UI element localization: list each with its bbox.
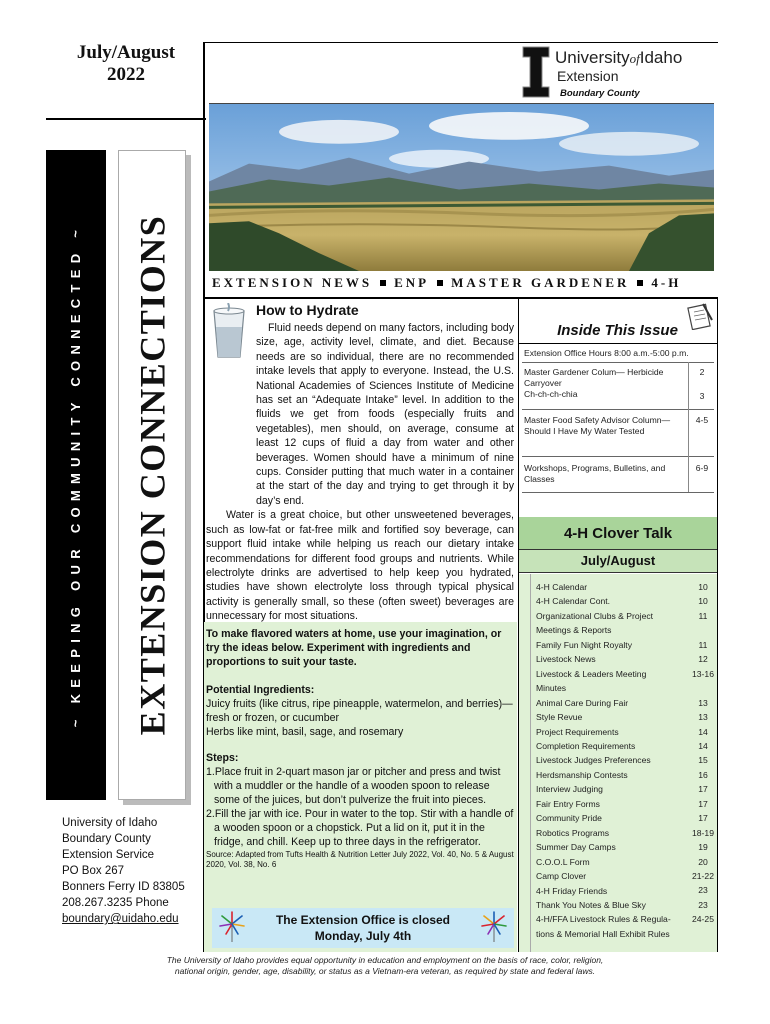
article-paragraph: Fluid needs depend on many factors, including body size, age, activity level, climate, and diet. Because needs are so individual, there are no recommended intake levels that apply to everyone. Instead, the U.S. National Academies of Sciences Institute of Medicine has set an “Adequate Intake” level. In addition to the fluids we get from foods (especially fruits and vegetables), men should, on average, consume at least 12 cups of fluid a day from water and other beverages. Women should have a minimum of nine cups. Consider putting that much water in a container at the start of the day and trying to get through it by day’s end. [256,322,514,507]
newsletter-title-box [118,150,186,800]
issue-month: July/August [76,42,176,63]
email-link[interactable]: boundary@uidaho.edu [62,913,179,925]
divider [203,42,718,43]
clover-page-number: 12 [698,654,708,665]
clover-list-item[interactable]: Project Requirements [536,726,619,737]
step-item: 2.Fill the jar with ice. Pour in water to the top. Stir with a handle of a wooden spoon or a chopstick. Put a lid on it, put it in the fridge, and chill. Keep up to three days in the refrigerator. [206,808,514,848]
clover-page-number: 11 [698,639,708,650]
clover-pages [690,580,716,941]
clover-page-number: 17 [698,813,708,824]
clover-list-item[interactable]: 4-H/FFA Livestock Rules & Regula- [536,914,671,925]
clover-list-item[interactable]: Minutes [536,683,567,694]
banner-enp: ENP [394,275,430,290]
clover-talk-title: 4-H Clover Talk [563,525,673,542]
clover-list-item[interactable]: Animal Care During Fair [536,697,629,708]
clover-page-number: 23 [698,885,708,896]
address-line: PO Box 267 [62,865,125,877]
clover-list-item[interactable]: 4-H Calendar [536,582,588,592]
banner-4h: 4-H [651,275,682,290]
clover-page-number: 13-16 [692,668,714,679]
clover-page-number: 17 [698,798,708,809]
logo-extension: Extension [557,68,619,84]
clover-list-item[interactable]: Summer Day Camps [536,842,616,853]
clover-page-number [690,681,716,695]
toc-item[interactable] [524,463,686,485]
article-body [206,321,514,624]
clover-list-item[interactable]: 4-H Friday Friends [536,885,608,896]
section-banner [212,275,717,293]
clover-list-item[interactable]: Thank You Notes & Blue Sky [536,899,646,910]
clover-page-number: 13 [698,697,708,708]
clover-page-number: 20 [698,856,708,867]
square-bullet-icon [380,280,386,286]
ingredients-line: Juicy fruits (like citrus, ripe pineapple, watermelon, and berries)—fresh or frozen, or cucumber [206,698,513,724]
clover-page-number: 23 [698,899,708,910]
toc-page: 2 [699,367,705,377]
toc-label: Master Gardener Colum— Herbicide Carryover [524,367,664,388]
recipe-source: Source: Adapted from Tufts Health & Nutrition Letter July 2022, Vol. 40, No. 5 & August 2020, Vol. 38, No. 6 [206,850,514,869]
divider [530,574,531,952]
divider [688,362,689,492]
clover-subtitle: July/August [580,553,656,568]
clover-list-item[interactable]: C.O.O.L Form [536,856,590,867]
clover-page-number: 18-19 [692,827,714,838]
divider [519,343,717,344]
address-line: Bonners Ferry ID 83805 [62,881,185,893]
clover-page-number: 10 [698,596,708,607]
ingredients-line: Herbs like mint, basil, sage, and rosemary [206,726,404,738]
issue-date [46,42,206,86]
clover-list-item[interactable]: Style Revue [536,712,583,723]
toc-item[interactable] [524,389,686,400]
closed-notice [240,912,486,944]
ingredients-heading: Potential Ingredients: [206,684,315,696]
toc-page: 6-9 [695,463,709,473]
recipe-intro: To make flavored waters at home, use your imagination, or try the ideas below. Experiment with ingredients and proportions to suit your taste. [206,628,502,668]
address-block [62,815,212,927]
clover-list-item[interactable]: Completion Requirements [536,740,636,751]
clover-list-item[interactable]: Livestock Judges Preferences [536,755,651,766]
footer-line: The University of Idaho provides equal opportunity in education and employment on the basis of race, color, religion, [166,955,604,965]
toc-item[interactable] [524,415,686,437]
closed-notice-line: Monday, July 4th [314,929,412,943]
clover-list-item[interactable]: 4-H Calendar Cont. [536,596,611,607]
divider [522,409,714,410]
divider [522,456,714,457]
banner-master-gardener: MASTER GARDENER [451,275,630,290]
address-line: Boundary County [62,833,151,845]
clover-page-number: 13 [698,712,708,723]
clover-list-item[interactable]: Camp Clover [536,871,587,882]
issue-year: 2022 [107,64,145,85]
clover-list-item[interactable]: Robotics Programs [536,827,610,838]
address-line: University of Idaho [62,817,158,829]
square-bullet-icon [437,280,443,286]
recipe-content [206,627,516,870]
square-bullet-icon [637,280,643,286]
toc-label: Ch-ch-ch-chia [524,389,578,399]
clover-list-item[interactable]: Livestock & Leaders Meeting [536,668,647,679]
valley-photo [209,103,714,271]
clover-page-number: 10 [698,582,708,592]
article-title: How to Hydrate [256,302,359,318]
footer-disclaimer [40,955,730,977]
clover-list [536,580,686,941]
divider [46,118,206,120]
toc-page: 3 [699,391,705,401]
clover-list-item[interactable]: Livestock News [536,654,596,665]
clover-list-item[interactable]: Community Pride [536,813,602,824]
clover-page-number: 19 [698,842,708,853]
toc-page: 4-5 [695,415,709,425]
toc-label: Master Food Safety Advisor Column—Should I Have My Water Tested [524,415,671,436]
tagline-wrap [46,150,106,800]
clover-page-number: 15 [698,755,708,766]
clover-page-number: 24-25 [692,914,714,925]
clover-list-item[interactable]: Herdsmanship Contests [536,769,628,780]
clover-page-number: 14 [698,740,708,751]
phone: 208.267.3235 Phone [62,897,169,909]
steps-heading: Steps: [206,752,239,764]
divider [522,492,714,493]
clover-list-item[interactable]: Fair Entry Forms [536,798,600,809]
clover-page-number [690,927,716,941]
closed-notice-line: The Extension Office is closed [275,913,451,927]
clover-list-item[interactable]: Organizational Clubs & Project [536,610,654,621]
divider [522,362,714,363]
logo-county: Boundary County [560,88,640,99]
article-paragraph: Water is a great choice, but other unsweetened beverages, such as low-fat or fat-free milk and fortified soy beverage, can support fluid intake while helping us reach our dietary intake recommendations for different food groups and nutrients. While electrolyte drinks are advertised to help keep you hydrated, studies have shown electrolyte loss through typical physical activity is generally small, so these (often sweet) beverages are unnecessary for most situations. [206,509,514,623]
banner-extension-news: EXTENSION NEWS [212,275,373,290]
clover-list-item[interactable]: Family Fun Night Royalty [536,639,632,650]
clover-page-number: 14 [698,726,708,737]
step-item: 1.Place fruit in 2-quart mason jar or pitcher and press and twist with a muddler or the handle of a wooden spoon to release some of the juices, but don’t pulverize the fruit into pieces. [206,766,501,806]
clover-page-number: 11 [698,610,708,621]
inside-issue-title: Inside This Issue [557,322,678,339]
logo-university: UniversityofIdaho [555,48,683,67]
clover-page-number [690,623,716,637]
clover-page-number: 16 [698,769,708,780]
clover-list-item[interactable]: tions & Memorial Hall Exhibit Rules [536,928,670,939]
toc-label: Workshops, Programs, Bulletins, and Classes [524,463,666,484]
clover-list-item[interactable]: Meetings & Reports [536,625,612,636]
university-logo-icon [522,46,550,98]
clover-page-number: 17 [698,784,708,795]
clover-page-number: 21-22 [692,871,714,882]
toc-item[interactable] [524,367,686,389]
clover-list-item[interactable]: Interview Judging [536,784,603,795]
address-line: Extension Service [62,849,155,861]
tagline: ~ KEEPING OUR COMMUNITY CONNECTED ~ [68,223,84,727]
footer-line: national origin, gender, age, disability, or status as a Vietnam-era veteran, as required by state and federal laws. [174,966,596,976]
fireworks-icon [476,908,512,944]
office-hours: Extension Office Hours 8:00 a.m.-5:00 p.m. [524,348,689,358]
steps-list [206,765,516,849]
newsletter-title: EXTENSION CONNECTIONS [132,214,172,736]
